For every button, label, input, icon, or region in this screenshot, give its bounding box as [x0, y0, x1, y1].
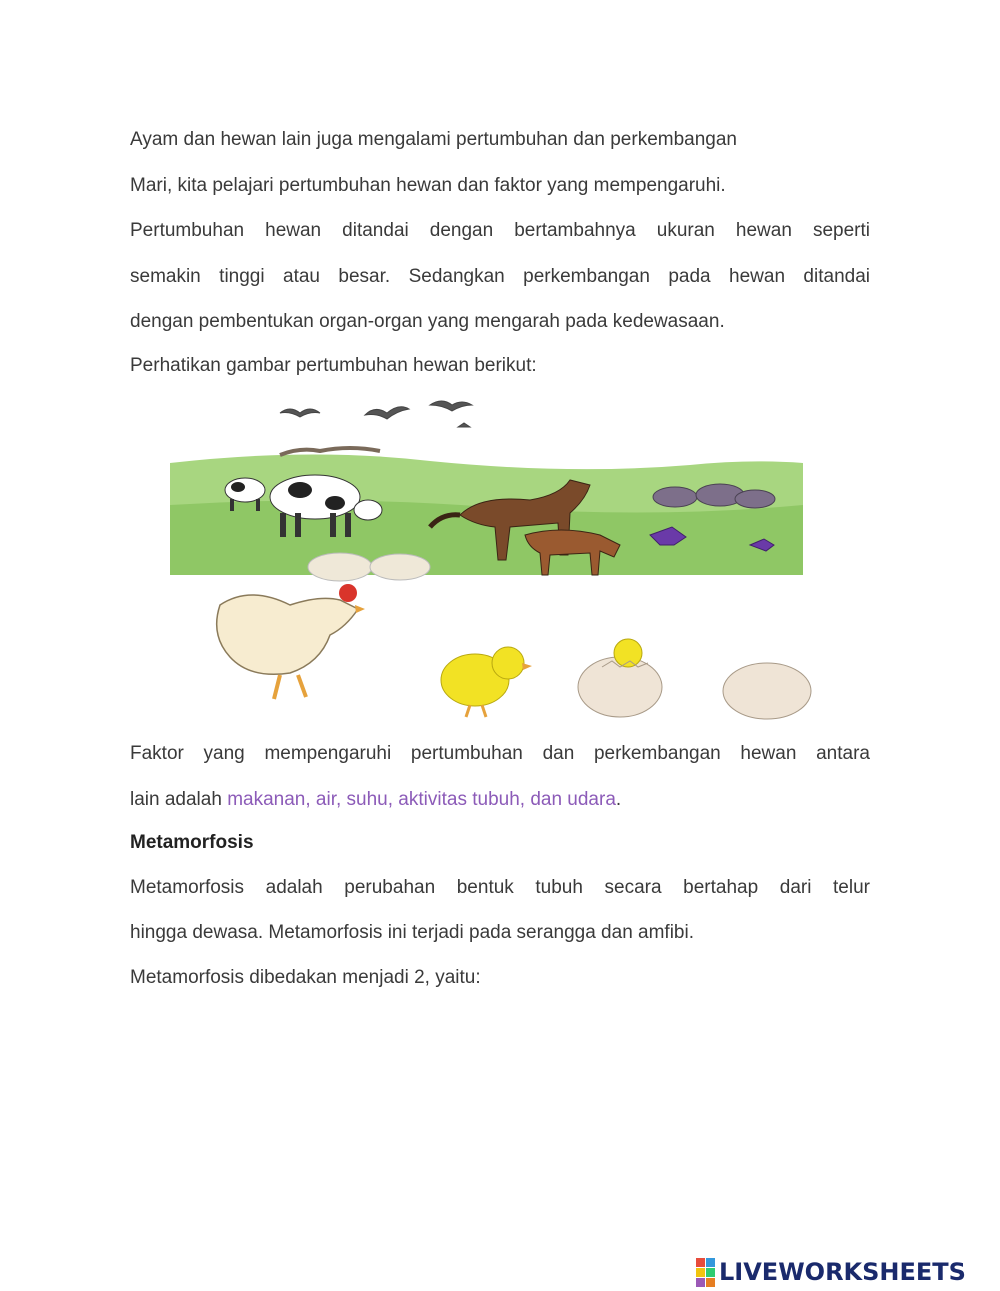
factors-suffix: .	[615, 789, 622, 810]
chick-icon	[441, 647, 532, 717]
section-heading-metamorfosis: Metamorfosis	[130, 832, 254, 853]
intro-line-1: Ayam dan hewan lain juga mengalami pertumbuhan dan perkembangan	[130, 129, 737, 150]
flying-birds-icon	[280, 401, 472, 427]
logo-text: LIVEWORKSHEETS	[719, 1258, 966, 1286]
intro-line-6: Perhatikan gambar pertumbuhan hewan berikut:	[130, 355, 537, 376]
metamorfosis-line-2: hingga dewasa. Metamorfosis ini terjadi pada serangga dan amfibi.	[130, 922, 694, 943]
hen-icon	[217, 584, 365, 699]
metamorfosis-line-3: Metamorfosis dibedakan menjadi 2, yaitu:	[130, 967, 481, 988]
logo-blocks-icon	[696, 1258, 715, 1287]
intro-line-2: Mari, kita pelajari pertumbuhan hewan dan faktor yang mempengaruhi.	[130, 175, 726, 196]
liveworksheets-logo[interactable]	[696, 1256, 966, 1288]
egg-icon	[723, 663, 811, 719]
factors-prefix: lain adalah	[130, 789, 228, 810]
intro-line-4: semakin tinggi atau besar. Sedangkan perkembangan pada hewan ditandai	[130, 266, 870, 287]
animal-growth-illustration	[130, 395, 870, 725]
intro-line-5: dengan pembentukan organ-organ yang mengarah pada kedewasaan.	[130, 311, 725, 332]
factors-highlight: makanan, air, suhu, aktivitas tubuh, dan udara	[227, 789, 616, 810]
intro-line-3: Pertumbuhan hewan ditandai dengan bertambahnya ukuran hewan seperti	[130, 220, 870, 241]
factors-line-1: Faktor yang mempengaruhi pertumbuhan dan perkembangan hewan antara	[130, 743, 870, 764]
metamorfosis-line-1: Metamorfosis adalah perubahan bentuk tubuh secara bertahap dari telur	[130, 877, 870, 898]
hatching-egg-icon	[578, 639, 662, 717]
factors-line-2	[130, 788, 870, 812]
